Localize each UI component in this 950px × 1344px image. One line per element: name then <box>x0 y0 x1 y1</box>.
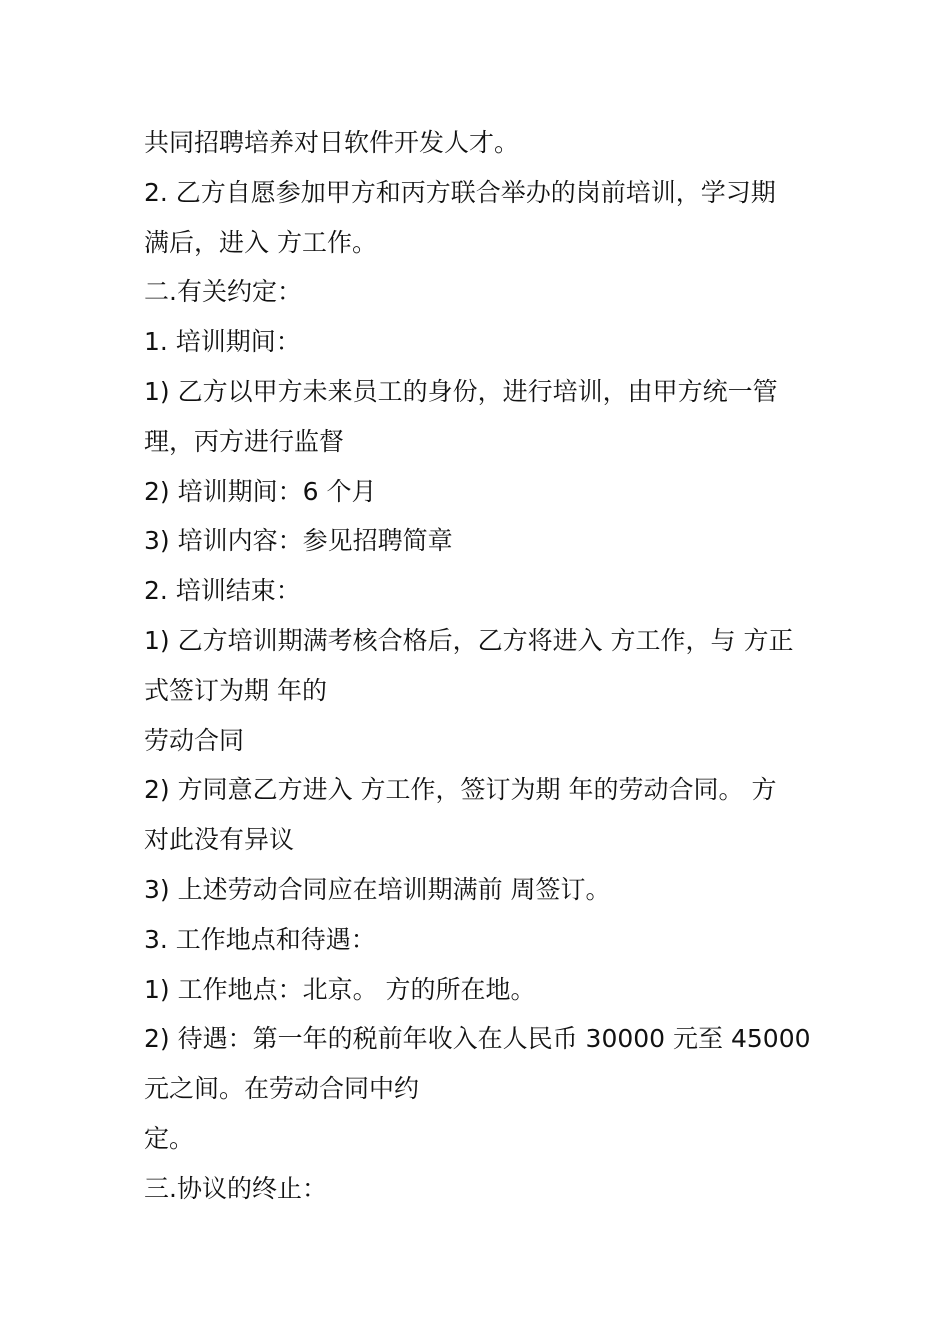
text-line: 3) 上述劳动合同应在培训期满前 周签订。 <box>144 874 611 904</box>
text-line: 2. 乙方自愿参加甲方和丙方联合举办的岗前培训，学习期 <box>144 177 776 207</box>
section-heading: 三.协议的终止： <box>144 1173 327 1203</box>
text-line: 式签订为期 年的 <box>144 675 327 705</box>
document-body <box>144 118 814 1214</box>
subsection-heading: 1. 培训期间： <box>144 327 301 357</box>
text-line: 对此没有异议 <box>144 825 295 855</box>
subsection-heading: 3. 工作地点和待遇： <box>144 924 376 954</box>
text-line: 2) 方同意乙方进入 方工作，签订为期 年的劳动合同。 方 <box>144 775 777 805</box>
text-line: 1) 乙方以甲方未来员工的身份，进行培训，由甲方统一管 <box>144 376 778 406</box>
section-heading: 二.有关约定： <box>144 277 302 307</box>
text-line: 定。 <box>144 1123 195 1153</box>
subsection-heading: 2. 培训结束： <box>144 576 301 606</box>
text-line: 1) 工作地点：北京。 方的所在地。 <box>144 974 536 1004</box>
text-line: 元之间。在劳动合同中约 <box>144 1074 420 1104</box>
text-line: 3) 培训内容：参见招聘简章 <box>144 526 453 556</box>
text-line: 劳动合同 <box>144 725 245 755</box>
text-line: 满后，进入 方工作。 <box>144 227 377 257</box>
text-line: 1) 乙方培训期满考核合格后，乙方将进入 方工作，与 方正 <box>144 625 794 655</box>
text-line: 共同招聘培养对日软件开发人才。 <box>144 128 520 157</box>
text-line: 理，丙方进行监督 <box>144 426 345 456</box>
text-line: 2) 培训期间：6 个月 <box>144 476 377 506</box>
text-line: 2) 待遇：第一年的税前年收入在人民币 30000 元至 45000 <box>144 1024 811 1054</box>
